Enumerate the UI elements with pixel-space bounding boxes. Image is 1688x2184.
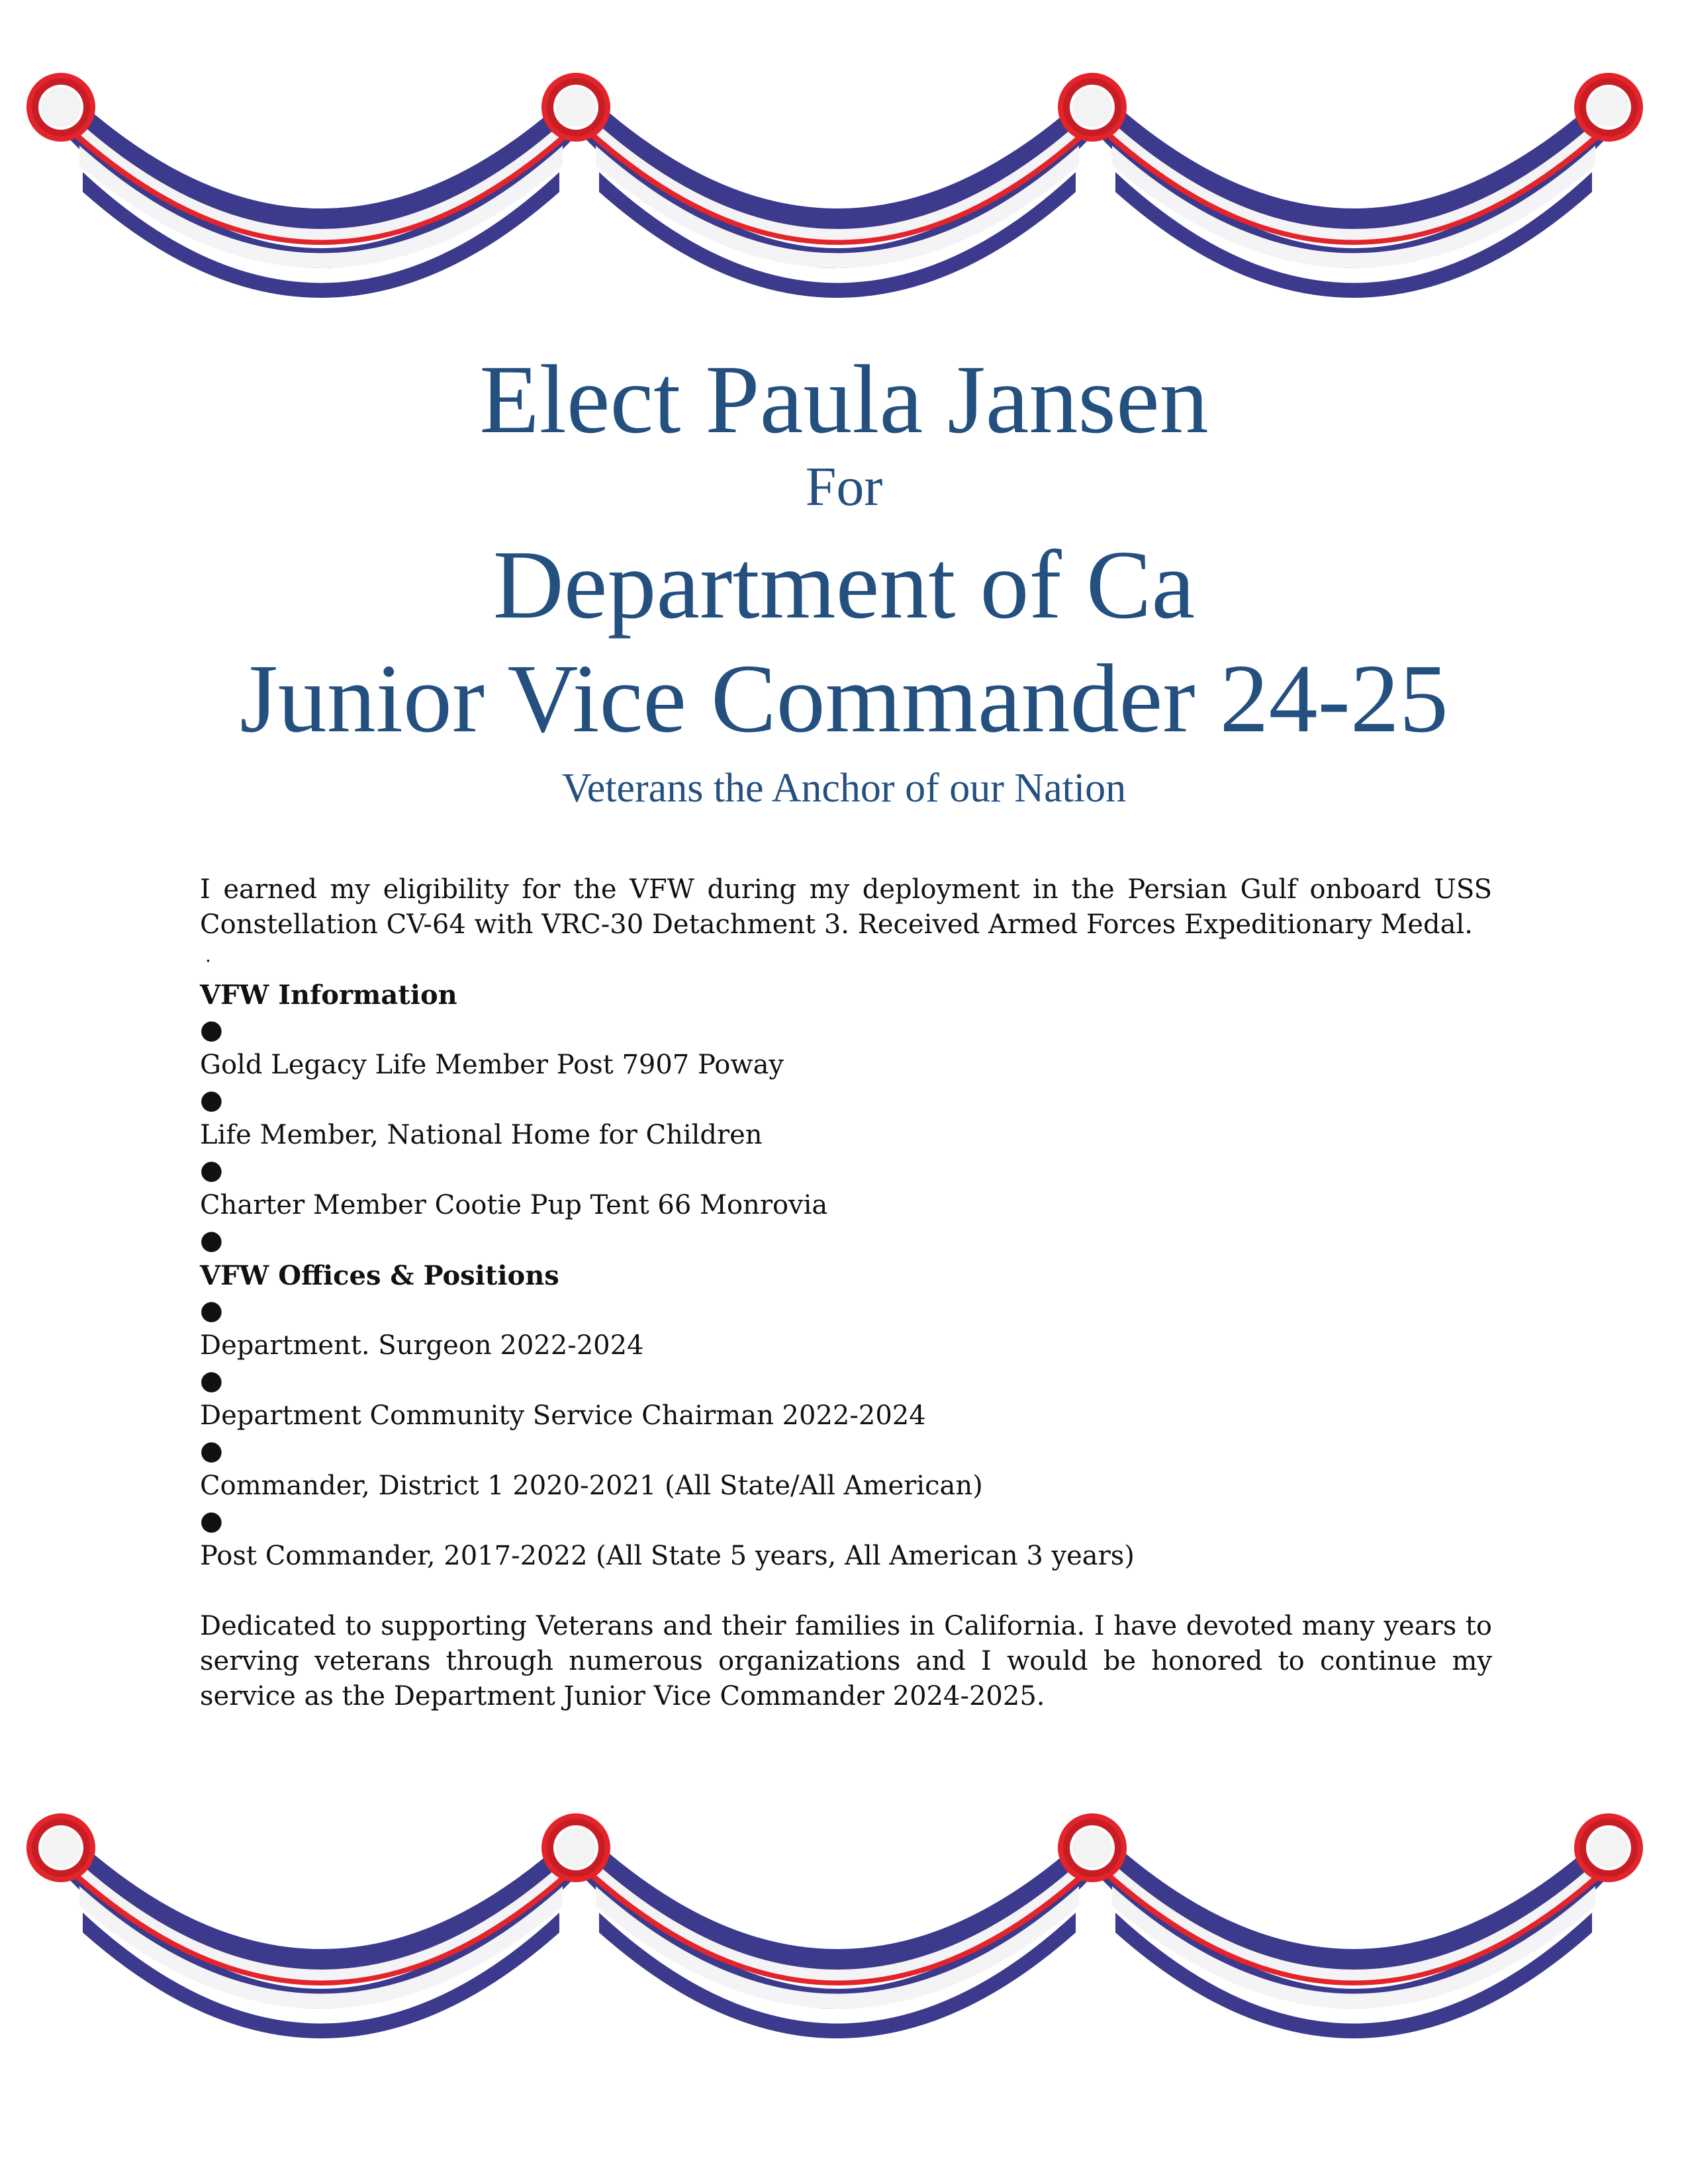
campaign-heading [0,345,1688,811]
intro-paragraph: I earned my eligibility for the VFW during my deployment in the Persian Gulf onboard USS Constellation CV-64 with VRC-30 Detachment 3. Received Armed Forces Expeditionary Medal. [200,874,1492,940]
vfw-information-title: VFW Information [200,979,457,1011]
position-title: Junior Vice Commander 24-25 [240,645,1448,753]
list-item: Life Member, National Home for Children [200,1120,763,1150]
bullet-icon: ● [200,1015,223,1045]
for-label: For [805,456,883,518]
bullet-icon: ● [200,1295,223,1326]
bullet-icon: ● [200,1365,223,1396]
bullet-icon: ● [200,1435,223,1466]
list-item: Charter Member Cootie Pup Tent 66 Monrovia [200,1190,828,1220]
bullet-icon: ● [200,1506,223,1536]
department-title: Department of Ca [492,531,1196,639]
list-item: Post Commander, 2017-2022 (All State 5 years, All American 3 years) [200,1541,1135,1571]
closing-paragraph: Dedicated to supporting Veterans and their families in California. I have devoted many years to serving veterans through numerous organizations and I would be honored to continue my service as the Department Junior Vice Commander 2024-2025. [200,1611,1492,1711]
stray-dot: . [205,944,211,966]
list-item: Commander, District 1 2020-2021 (All State/All American) [200,1471,983,1501]
vfw-offices-title: VFW Offices & Positions [200,1260,559,1291]
tagline: Veterans the Anchor of our Nation [561,766,1127,811]
flyer-body [200,872,1492,1714]
spacer [200,1574,1492,1609]
list-item: Department. Surgeon 2022-2024 [200,1330,644,1361]
list-item: Gold Legacy Life Member Post 7907 Poway [200,1050,784,1080]
bullet-icon: ● [200,1225,223,1255]
bullet-icon: ● [200,1155,223,1185]
bullet-icon: ● [200,1085,223,1115]
list-item: Department Community Service Chairman 2022-2024 [200,1400,926,1431]
bunting-bottom [0,1800,1688,2144]
candidate-title: Elect Paula Jansen [479,345,1209,454]
